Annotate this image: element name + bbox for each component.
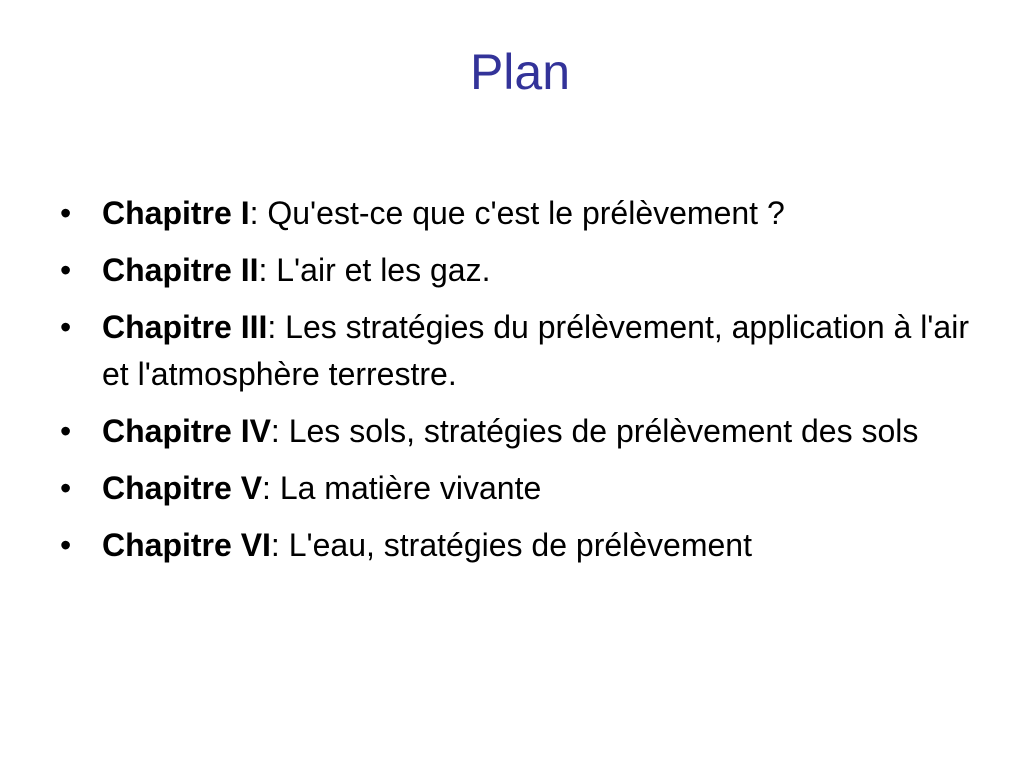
bullet-icon: •	[60, 527, 72, 563]
bullet-icon: •	[60, 309, 72, 345]
bullet-icon: •	[60, 252, 72, 288]
bullet-icon: •	[60, 413, 72, 449]
chapter-label: Chapitre VI	[102, 527, 271, 563]
chapter-label: Chapitre V	[102, 470, 263, 506]
chapter-description: : Les stratégies du prélèvement, application à l'air et l'atmosphère terrestre.	[102, 309, 969, 392]
chapter-description: : L'eau, stratégies de prélèvement	[270, 527, 752, 563]
chapter-description: : Qu'est-ce que c'est le prélèvement ?	[249, 195, 785, 231]
list-item-chapter-6	[60, 522, 980, 569]
chapter-description: : La matière vivante	[262, 470, 542, 506]
bullet-icon: •	[60, 195, 72, 231]
chapter-description: : Les sols, stratégies de prélèvement des sols	[270, 413, 919, 449]
list-item-chapter-4	[60, 408, 980, 455]
chapter-description: : L'air et les gaz.	[258, 252, 491, 288]
list-item-chapter-2	[60, 247, 980, 294]
chapter-label: Chapitre II	[102, 252, 259, 288]
list-item-chapter-5	[60, 465, 980, 512]
list-item-chapter-3	[60, 304, 980, 398]
chapter-list	[60, 190, 980, 579]
chapter-label: Chapitre I	[102, 195, 250, 231]
chapter-label: Chapitre IV	[102, 413, 271, 449]
slide-title: Plan	[469, 44, 571, 100]
bullet-icon: •	[60, 470, 72, 506]
chapter-label: Chapitre III	[102, 309, 268, 345]
list-item-chapter-1	[60, 190, 980, 237]
